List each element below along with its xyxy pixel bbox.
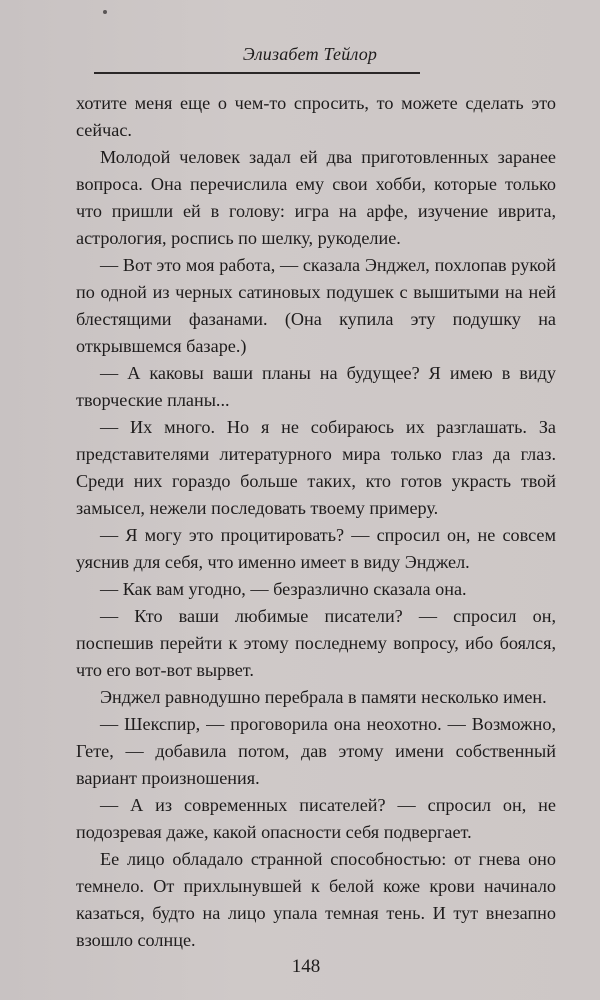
header-rule	[94, 72, 420, 74]
paragraph: — А из современных писателей? — спросил он, не подозревая даже, какой опасности себя подвергает.	[76, 795, 556, 842]
paragraph: — Шекспир, — проговорила она неохотно. — Возможно, Гете, — добавила потом, дав этому имени собственный вариант произношения.	[76, 714, 556, 788]
page-number: 148	[291, 956, 321, 977]
paragraph: Ее лицо обладало странной способностью: от гнева оно темнело. От прихлынувшей к белой коже крови начинало казаться, будто на лицо упала темная тень. И тут внезапно взошло солнце.	[76, 849, 556, 950]
body-text	[76, 90, 556, 954]
paragraph: — Вот это моя работа, — сказала Энджел, похлопав рукой по одной из черных сатиновых подушек с вышитыми на ней блестящими фазанами. (Она купила эту подушку на открывшемся базаре.)	[76, 255, 556, 356]
paragraph: Молодой человек задал ей два приготовленных заранее вопроса. Она перечислила ему свои хобби, которые только что пришли ей в голову: игра на арфе, изучение иврита, астрология, роспись по шелку, рукоделие.	[76, 147, 556, 248]
paragraph: — Кто ваши любимые писатели? — спросил он, поспешив перейти к этому последнему вопросу, ибо боялся, что его вот-вот вырвет.	[76, 606, 556, 680]
paragraph: — Я могу это процитировать? — спросил он, не совсем уяснив для себя, что именно имеет в виду Энджел.	[76, 525, 556, 572]
paragraph: хотите меня еще о чем-то спросить, то можете сделать это сейчас.	[76, 93, 556, 140]
print-speck	[103, 10, 107, 14]
paragraph: — Как вам угодно, — безразлично сказала она.	[100, 579, 467, 599]
running-head: Элизабет Тейлор	[242, 44, 378, 64]
paragraph: — Их много. Но я не собираюсь их разглашать. За представителями литературного мира только глаз да глаз. Среди них гораздо больше таких, кто готов украсть твой замысел, нежели последовать твоему примеру.	[76, 417, 556, 518]
paragraph: — А каковы ваши планы на будущее? Я имею в виду творческие планы...	[76, 363, 556, 410]
paragraph: Энджел равнодушно перебрала в памяти несколько имен.	[100, 687, 547, 707]
